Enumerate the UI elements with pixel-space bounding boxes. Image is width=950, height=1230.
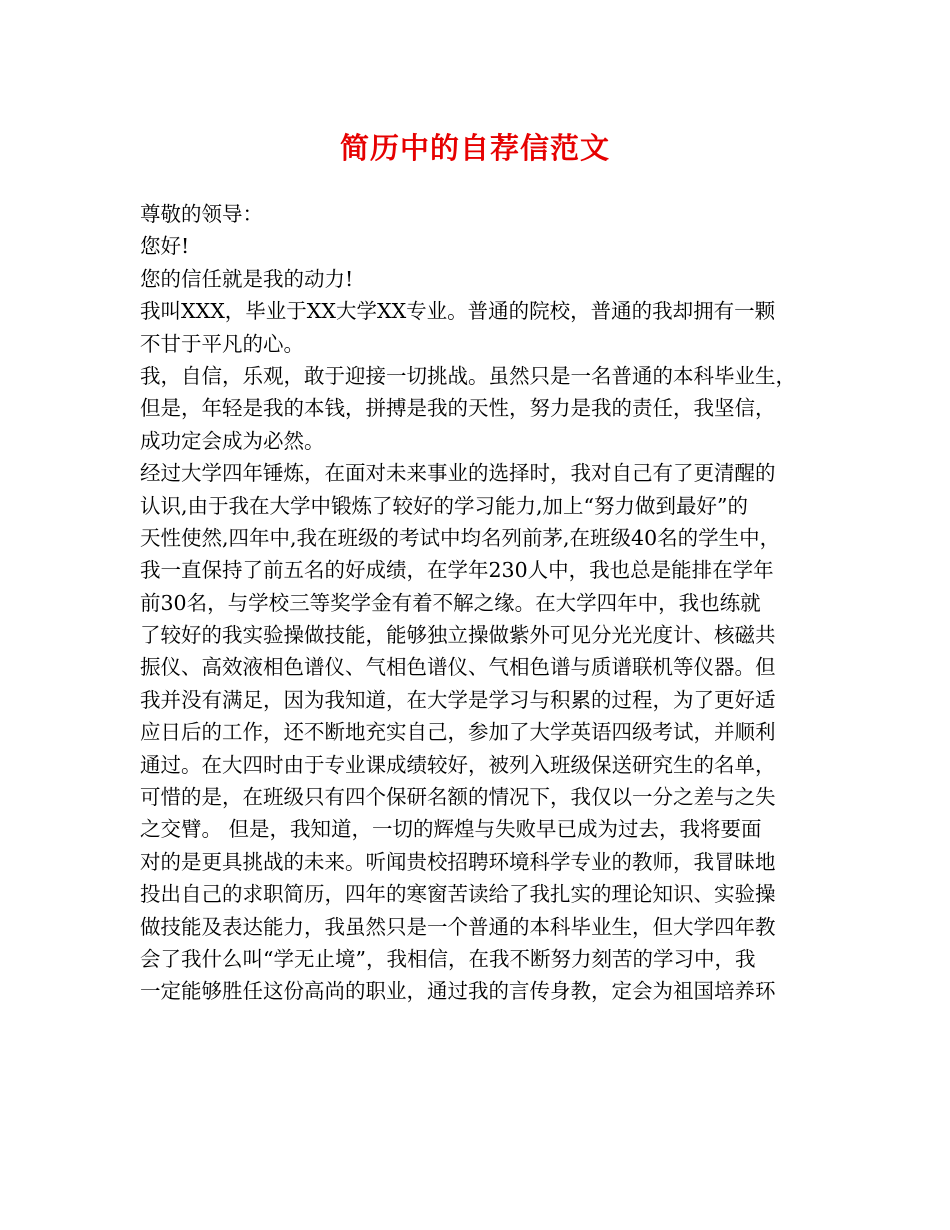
body-line: 会了我什么叫“学无止境”，我相信，在我不断努力刻苦的学习中，我: [140, 946, 756, 971]
body-line: 天性使然,四年中,我在班级的考试中均名列前茅,在班级40名的学生中，: [140, 525, 781, 550]
body-line: 前30名，与学校三等奖学金有着不解之缘。在大学四年中，我也练就: [140, 590, 761, 615]
body-line: 我，自信，乐观，敢于迎接一切挑战。虽然只是一名普通的本科毕业生，: [140, 363, 796, 388]
body-line: 对的是更具挑战的未来。听闻贵校招聘环境科学专业的教师，我冒昧地: [140, 849, 776, 874]
body-line: 我一直保持了前五名的好成绩，在学年230人中，我也总是能排在学年: [140, 558, 774, 583]
body-line: 做技能及表达能力，我虽然只是一个普通的本科毕业生，但大学四年教: [140, 914, 776, 939]
body-line: 可惜的是，在班级只有四个保研名额的情况下，我仅以一分之差与之失: [140, 785, 776, 810]
document-body: [140, 198, 830, 1008]
body-line: 一定能够胜任这份高尚的职业，通过我的言传身教，定会为祖国培养环: [140, 979, 776, 1004]
document-title: 简历中的自荐信范文: [339, 131, 610, 165]
body-line: 通过。在大四时由于专业课成绩较好，被列入班级保送研究生的名单，: [140, 752, 776, 777]
body-line: 投出自己的求职简历，四年的寒窗苦读给了我扎实的理论知识、实验操: [140, 882, 776, 907]
body-line: 了较好的我实验操做技能，能够独立操做紫外可见分光光度计、核磁共: [140, 623, 776, 648]
body-line: 您好!: [140, 234, 190, 259]
body-line: 我并没有满足，因为我知道，在大学是学习与积累的过程，为了更好适: [140, 687, 776, 712]
body-line: 应日后的工作，还不断地充实自己，参加了大学英语四级考试，并顺利: [140, 720, 776, 745]
body-line: 认识,由于我在大学中锻炼了较好的学习能力,加上“努力做到最好”的: [140, 493, 748, 518]
body-line: 您的信任就是我的动力!: [140, 266, 354, 291]
body-line: 不甘于平凡的心。: [140, 331, 304, 356]
body-line: 成功定会成为必然。: [140, 428, 325, 453]
body-line: 我叫XXX，毕业于XX大学XX专业。普通的院校，普通的我却拥有一颗: [140, 299, 776, 324]
body-line: 之交臂。 但是，我知道，一切的辉煌与失败早已成为过去，我将要面: [140, 817, 762, 842]
body-line: 尊敬的领导：: [140, 202, 263, 226]
body-line: 经过大学四年锤炼，在面对未来事业的选择时，我对自己有了更清醒的: [140, 461, 776, 486]
body-line: 振仪、高效液相色谱仪、气相色谱仪、气相色谱与质谱联机等仪器。但: [140, 655, 776, 680]
body-line: 但是，年轻是我的本钱，拼搏是我的天性，努力是我的责任，我坚信，: [140, 396, 776, 421]
